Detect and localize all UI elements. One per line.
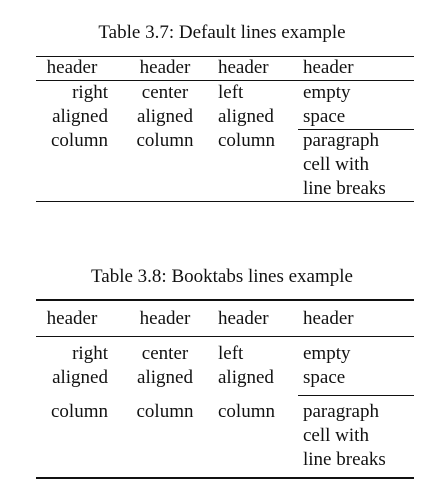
table-cell: paragraph xyxy=(303,401,379,422)
table-cell: aligned xyxy=(52,106,108,127)
table-cell: right xyxy=(72,82,108,103)
table-cell: space xyxy=(303,106,346,127)
header-cell: header xyxy=(139,308,191,329)
table-cell: center xyxy=(141,343,189,364)
table-cell: aligned xyxy=(137,367,193,388)
table-cell: column xyxy=(136,130,194,151)
table-cell: line breaks xyxy=(303,449,386,470)
table-cell: left xyxy=(218,82,244,103)
table-cell: center xyxy=(141,82,189,103)
bottom-rule xyxy=(36,477,414,479)
partial-rule xyxy=(298,395,414,396)
table-cell: column xyxy=(218,130,275,151)
header-cell: header xyxy=(46,57,98,78)
table-cell: column xyxy=(51,130,108,151)
header-cell: header xyxy=(139,57,191,78)
table-cell: empty xyxy=(303,343,351,364)
table-cell: cell with xyxy=(303,154,369,175)
header-cell: header xyxy=(303,57,354,78)
header-cell: header xyxy=(303,308,354,329)
table-cell: aligned xyxy=(218,106,274,127)
table-cell: paragraph xyxy=(303,130,379,151)
table-caption: Table 3.7: Default lines example xyxy=(98,22,346,43)
table-cell: left xyxy=(218,343,244,364)
table-cell: column xyxy=(136,401,194,422)
mid-rule xyxy=(36,336,414,337)
table-cell: cell with xyxy=(303,425,369,446)
table-cell: space xyxy=(303,367,346,388)
top-rule xyxy=(36,299,414,301)
table-cell: right xyxy=(72,343,108,364)
table-cell: aligned xyxy=(218,367,274,388)
header-cell: header xyxy=(46,308,98,329)
table-cell: column xyxy=(218,401,275,422)
table-cell: empty xyxy=(303,82,351,103)
bottom-rule xyxy=(36,201,414,202)
table-cell: line breaks xyxy=(303,178,386,199)
header-cell: header xyxy=(218,308,269,329)
table-cell: aligned xyxy=(137,106,193,127)
table-caption: Table 3.8: Booktabs lines example xyxy=(91,266,353,287)
header-cell: header xyxy=(218,57,269,78)
table-cell: aligned xyxy=(52,367,108,388)
table-cell: column xyxy=(51,401,108,422)
